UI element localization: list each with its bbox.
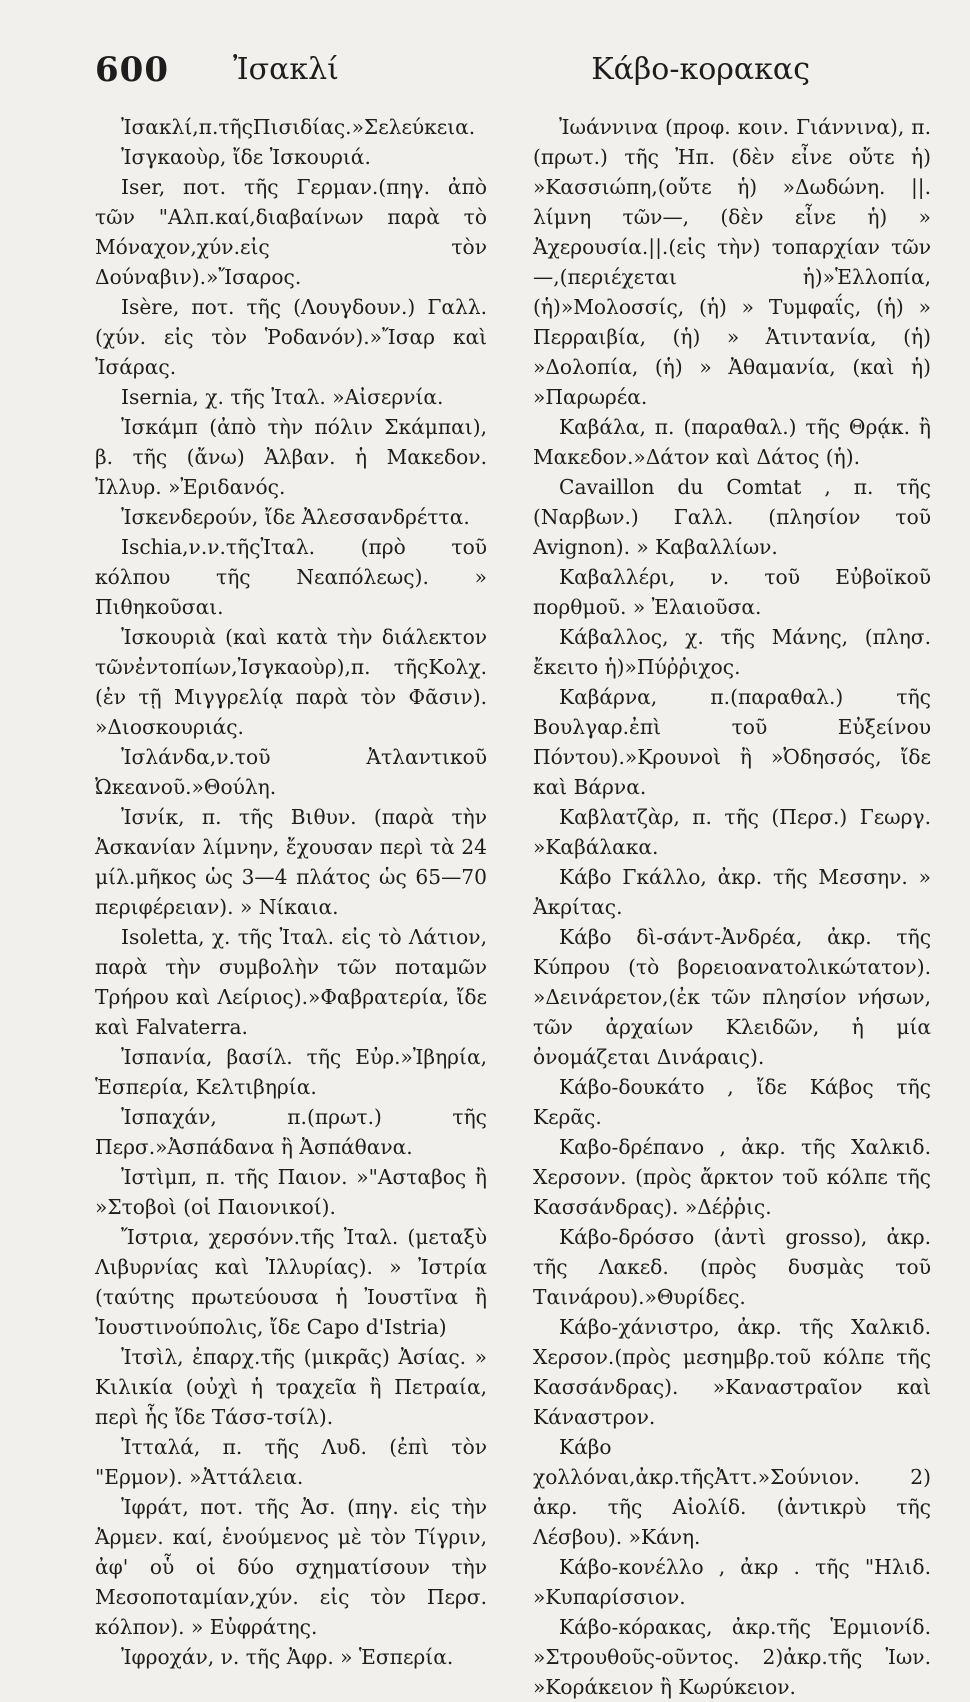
entry: Ἰσακλί,π.τῆςΠισιδίας.»Σελεύκεια. [121,115,476,139]
entry: Καβαλλέρι, ν. τοῦ Εὐβοϊκοῦ πορθμοῦ. » Ἐλαιοῦσα. [533,565,931,619]
entry: Ἰσπαχάν, π.(πρωτ.) τῆς Περσ.»Ἀσπάδανα ἢ Ἀσπάθανα. [95,1105,487,1159]
entry: Ἰφροχάν, ν. τῆς Ἀφρ. » Ἑσπερία. [121,1645,454,1669]
entry: Cavaillon du Comtat , π. τῆς (Ναρβων.) Γαλλ. (πλησίον τοῦ Avignon). » Καβαλλίων. [533,475,931,559]
entry: Ἰωάννινα (προφ. κοιν. Γιάννινα), π. (πρωτ.) τῆς Ἠπ. (δὲν εἶνε οὔτε ἡ) »Κασσιώπη,(οὔτε ἡ) »Δωδώνη. ||. λίμνη τῶν—, (δὲν εἶνε ἡ) » Ἀχερουσία.||.(εἰς τὴν) τοπαρχίαν τῶν—,(περιέχεται ἡ)»Ἑλλοπία,(ἡ)»Μολοσσίς, (ἡ) » Τυμφαΐς, (ἡ) » Περραιβία, (ἡ) » Ἀτιντανία, (ἡ) »Δολοπία, (ἡ) » Ἀθαμανία, (καὶ ἡ) »Παρωρέα. [533,115,931,409]
entry: Iser, ποτ. τῆς Γερμαν.(πηγ. ἀπὸ τῶν "Αλπ.καί,διαβαίνων παρὰ τὸ Μόναχον,χύν.εἰς τὸν Δούναβιν).»Ἴσαρος. [95,175,487,289]
entry: Καβάρνα, π.(παραθαλ.) τῆς Βουλγαρ.ἐπὶ τοῦ Εὐξείνου Πόντου).»Κρουνοὶ ἢ »Ὀδησσός, ἴδε καὶ Βάρνα. [533,685,931,799]
entry: Ἰσκενδερούν, ἴδε Ἀλεσσανδρέττα. [121,505,470,529]
page-number: 600 [95,50,169,90]
entry: Κάβο-δρόσσο (ἀντὶ grosso), ἀκρ. τῆς Λακεδ. (πρὸς δυσμὰς τοῦ Ταινάρου).»Θυρίδες. [533,1225,931,1309]
entry: Κάβο-κόρακας, ἀκρ.τῆς Ἑρμιονίδ. »Στρουθοῦς-οῦντος. 2)ἀκρ.τῆς Ἰων. »Κοράκειον ἢ Κωρύκειον. [533,1615,931,1699]
entry: Ἰσλάνδα,ν.τοῦ Ἀτλαντικοῦ Ὠκεανοῦ.»Θούλη. [95,745,487,799]
entry: Isernia, χ. τῆς Ἰταλ. »Αἰσερνία. [121,385,444,409]
entry: Ischia,ν.ν.τῆςἸταλ. (πρὸ τοῦ κόλπου τῆς Νεαπόλεως). » Πιθηκοῦσαι. [95,535,487,619]
entry: Καβλατζὰρ, π. τῆς (Περσ.) Γεωργ. »Καβάλακα. [533,805,931,859]
entry: Ἰστὶμπ, π. τῆς Παιον. »"Ασταβος ἢ »Στοβοὶ (οἱ Παιονικοί). [95,1165,487,1219]
entry: Isère, ποτ. τῆς (Λουγδουν.) Γαλλ. (χύν. εἰς τὸν Ῥοδανόν).»Ἴσαρ καὶ Ἰσάρας. [95,295,487,379]
left-column [95,112,487,1672]
entry: Ἰσγκαοὺρ, ἴδε Ἰσκουριά. [121,145,371,169]
entry: Καβο-δρέπανο , ἀκρ. τῆς Χαλκιδ. Χερσονν. (πρὸς ἄρκτον τοῦ κόλπε τῆς Κασσάνδρας). »Δέῤῥις. [533,1135,931,1219]
header-last-entry: Κάβο-κορακας [591,52,810,87]
entry: Ἰσκάμπ (ἀπὸ τὴν πόλιν Σκάμπαι), β. τῆς (ἄνω) Ἀλβαν. ἡ Μακεδον. Ἰλλυρ. »Ἐριδανός. [95,415,487,499]
entry: Ἰσπανία, βασίλ. τῆς Εὐρ.»Ἰβηρία, Ἑσπερία, Κελτιβηρία. [95,1045,487,1099]
right-column [533,112,931,1702]
entry: Κάβο δὶ-σάντ-Ἀνδρέα, ἀκρ. τῆς Κύπρου (τὸ βορειοανατολικώτατον). »Δεινάρετον,(ἐκ τῶν πλησίον νήσων, τῶν ἀρχαίων Κλειδῶν, ἡ μία ὀνομάζεται Δινάραις). [533,925,931,1069]
entry: Κάβο-κονέλλο , ἀκρ . τῆς "Ηλιδ. »Κυπαρίσσιον. [533,1555,931,1609]
entry: Ἰτσὶλ, ἐπαρχ.τῆς (μικρᾶς) Ἀσίας. » Κιλικία (οὐχὶ ἡ τραχεῖα ἢ Πετραία, περὶ ἧς ἴδε Τάσσ-τσίλ). [95,1345,487,1429]
entry: Ἰτταλά, π. τῆς Λυδ. (ἐπὶ τὸν "Ερμον). »Ἀττάλεια. [95,1435,487,1489]
entry: Καβάλα, π. (παραθαλ.) τῆς Θρᾴκ. ἢ Μακεδον.»Δάτον καὶ Δάτος (ἡ). [533,415,931,469]
entry: Isoletta, χ. τῆς Ἰταλ. εἰς τὸ Λάτιον, παρὰ τὴν συμβολὴν τῶν ποταμῶν Τρήρου καὶ Λείριος).»Φαβρατερία, ἴδε καὶ Falvaterra. [95,925,487,1039]
entry: Ἰφράτ, ποτ. τῆς Ἀσ. (πηγ. εἰς τὴν Ἀρμεν. καί, ἑνούμενος μὲ τὸν Τίγριν, ἀφ' οὗ οἱ δύο σχηματίσουν τὴν Μεσοποταμίαν,χύν. εἰς τὸν Περσ. κόλπον). » Εὐφράτης. [95,1495,487,1639]
entry: Ἰσνίκ, π. τῆς Βιθυν. (παρὰ τὴν Ἀσκανίαν λίμνην, ἔχουσαν περὶ τὰ 24 μίλ.μῆκος ὡς 3—4 πλάτος ὡς 65—70 περιφέρειαν). » Νίκαια. [95,805,487,919]
entry: Κάβο-χάνιστρο, ἀκρ. τῆς Χαλκιδ. Χερσον.(πρὸς μεσημβρ.τοῦ κόλπε τῆς Κασσάνδρας). »Καναστραῖον καὶ Κάναστρον. [533,1315,931,1429]
entry: Ἴστρια, χερσόνν.τῆς Ἰταλ. (μεταξὺ Λιβυρνίας καὶ Ἰλλυρίας). » Ἰστρία (ταύτης πρωτεύουσα ἡ Ἰουστῖνα ἢ Ἰουστινούπολις, ἴδε Capo d'Istria) [95,1225,487,1339]
entry: Κάβο Γκάλλο, ἀκρ. τῆς Μεσσην. » Ἀκρίτας. [533,865,931,919]
header-first-entry: Ἰσακλί [233,52,339,87]
entry: Κάβαλλος, χ. τῆς Μάνης, (πλησ. ἔκειτο ἡ)»Πύῤῥιχος. [533,625,931,679]
entry: Κάβο-δουκάτο , ἴδε Κάβος τῆς Κερᾶς. [533,1075,931,1129]
entry: Κάβο χολλόναι,ἀκρ.τῆςἈττ.»Σούνιον. 2) ἀκρ. τῆς Αἰολίδ. (ἀντικρὺ τῆς Λέσβου). »Κάνη. [533,1435,931,1549]
page-header [95,50,810,100]
entry: Ἰσκουριὰ (καὶ κατὰ τὴν διάλεκτον τῶνἐντοπίων,Ἰσγκαοὺρ),π. τῆςΚολχ. (ἐν τῇ Μιγγρελίᾳ παρὰ τὸν Φᾶσιν). »Διοσκουριάς. [95,625,487,739]
